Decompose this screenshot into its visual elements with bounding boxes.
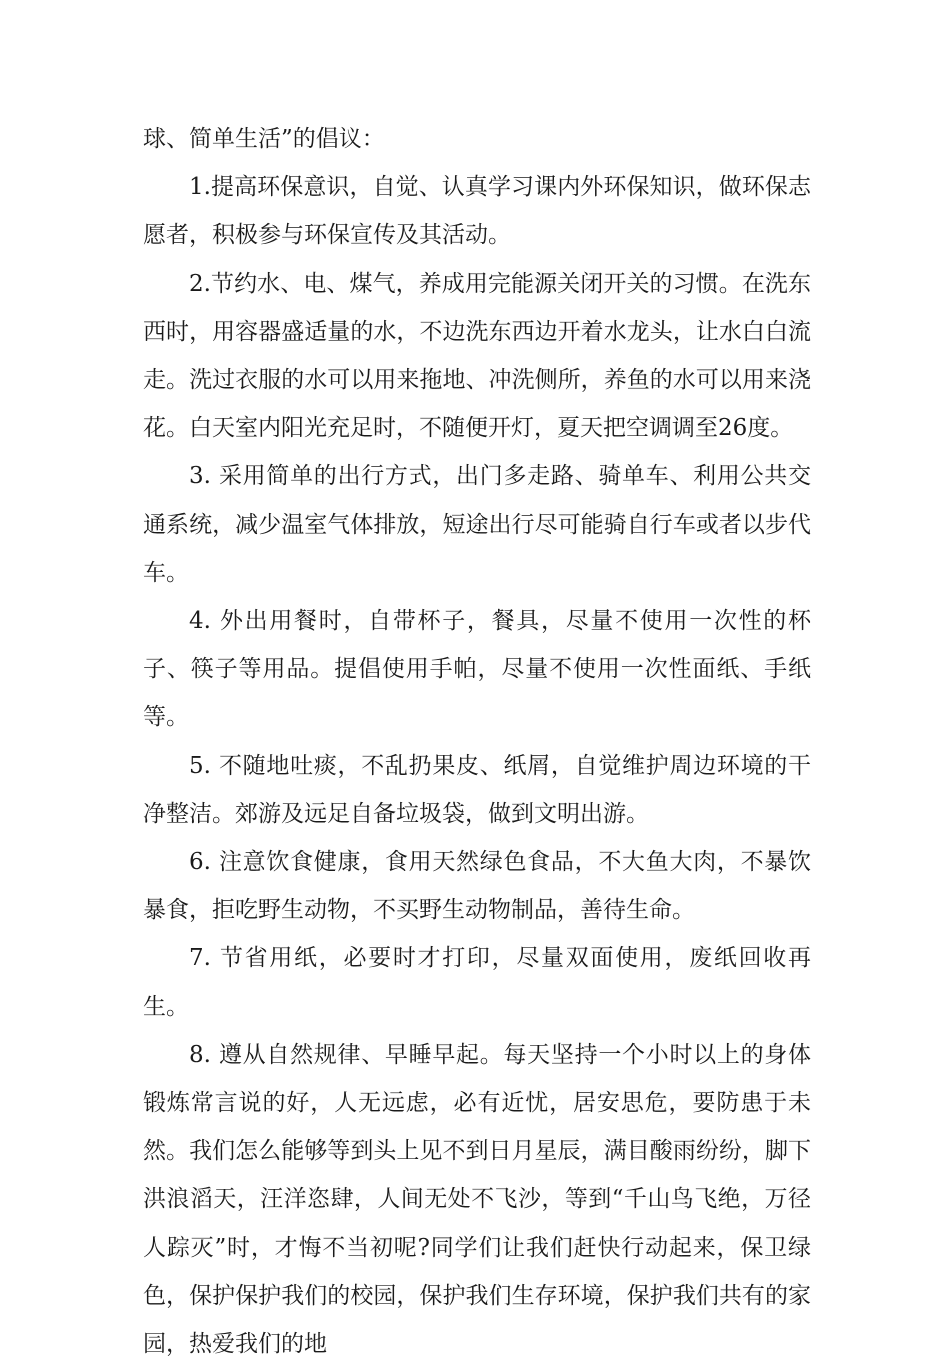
paragraph-item-4: 4. 外出用餐时，自带杯子，餐具，尽量不使用一次性的杯子、筷子等用品。提倡使用手帕，尽量不使用一次性面纸、手纸等。	[143, 608, 811, 731]
paragraph-item-7: 7. 节省用纸，必要时才打印，尽量双面使用，废纸回收再生。	[143, 945, 811, 1020]
paragraph-intro: 球、简单生活”的倡议：	[143, 126, 385, 152]
paragraph-item-2: 2.节约水、电、煤气，养成用完能源关闭开关的习惯。在洗东西时，用容器盛适量的水，不边洗东西边开着水龙头，让水白白流走。洗过衣服的水可以用来拖地、冲洗侧所，养鱼的水可以用来浇花。白天室内阳光充足时，不随便开灯，夏天把空调调至26度。	[143, 270, 811, 442]
document-body	[143, 115, 811, 1368]
paragraph-item-5: 5. 不随地吐痰，不乱扔果皮、纸屑，自觉维护周边环境的干净整洁。郊游及远足自备垃圾袋，做到文明出游。	[143, 752, 811, 827]
paragraph-item-8: 8. 遵从自然规律、早睡早起。每天坚持一个小时以上的身体锻炼常言说的好，人无远虑，必有近忧，居安思危，要防患于未然。我们怎么能够等到头上见不到日月星辰，满目酸雨纷纷，脚下洪浪滔天，汪洋恣肆，人间无处不飞沙，等到“千山鸟飞绝，万径人踪灭”时，才悔不当初呢?同学们让我们赶快行动起来，保卫绿色，保护保护我们的校园，保护我们生存环境，保护我们共有的家园，热爱我们的地	[143, 1041, 811, 1358]
paragraph-item-1: 1.提高环保意识，自觉、认真学习课内外环保知识，做环保志愿者，积极参与环保宣传及其活动。	[143, 174, 811, 249]
paragraph-item-6: 6. 注意饮食健康，食用天然绿色食品，不大鱼大肉，不暴饮暴食，拒吃野生动物，不买野生动物制品，善待生命。	[143, 849, 811, 924]
paragraph-item-3: 3. 采用简单的出行方式，出门多走路、骑单车、利用公共交通系统，减少温室气体排放，短途出行尽可能骑自行车或者以步代车。	[143, 463, 811, 586]
